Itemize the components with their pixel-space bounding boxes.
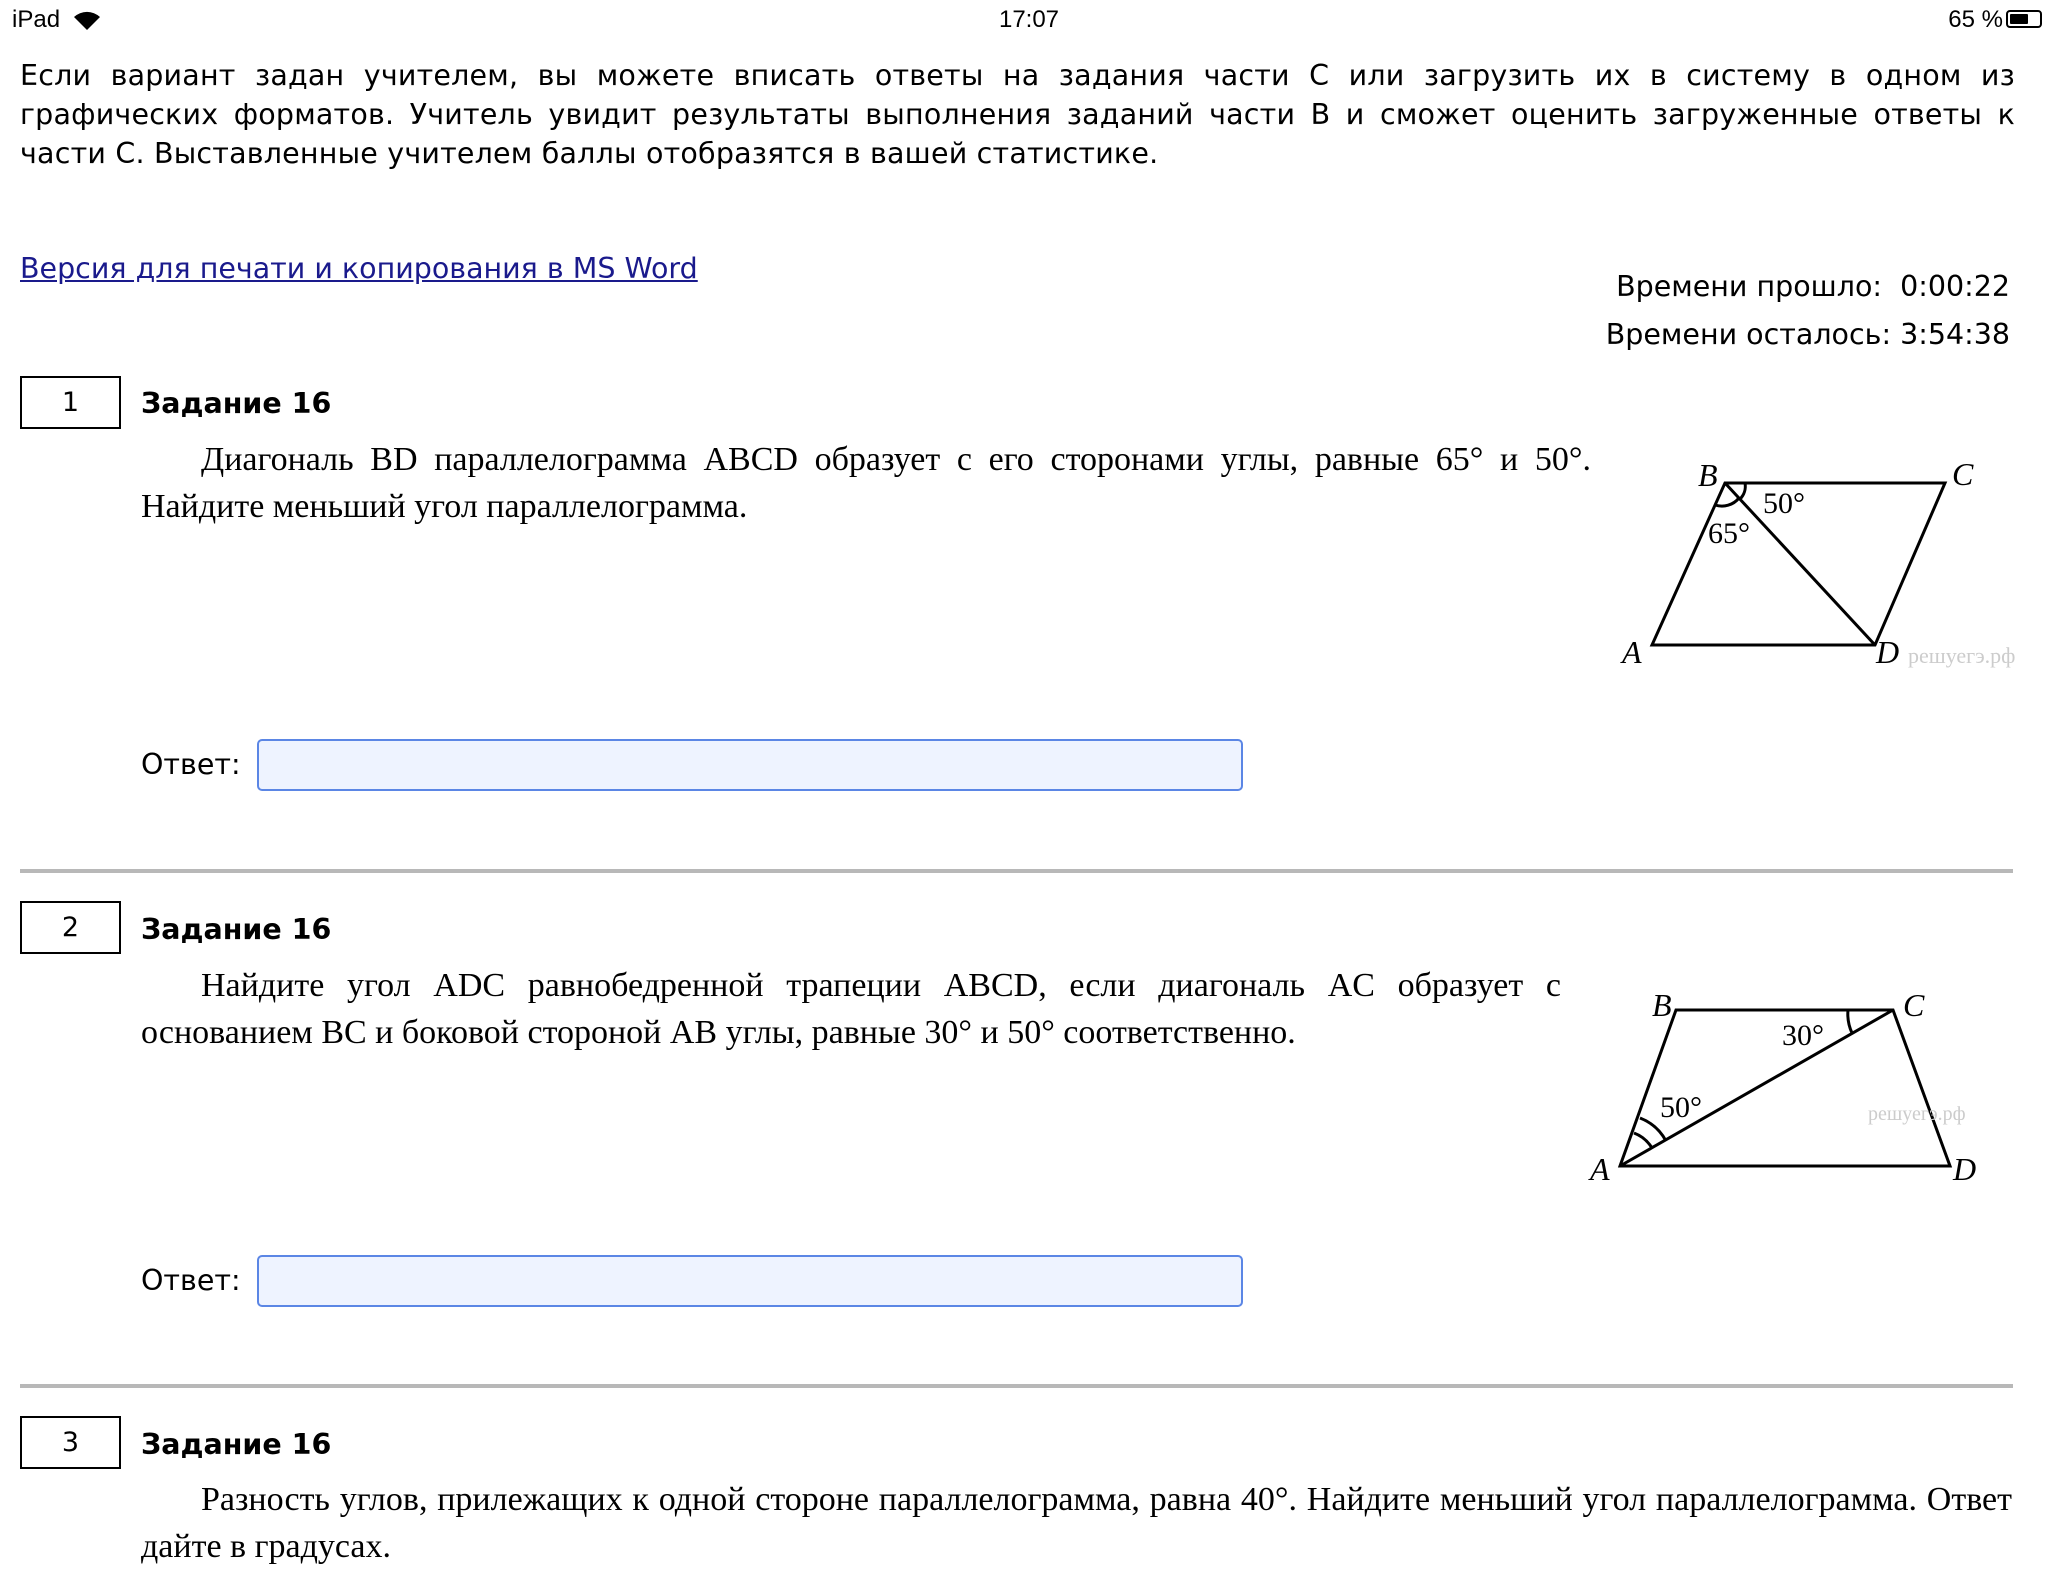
angle-label: 30° — [1782, 1019, 1824, 1052]
vertex-label: A — [1590, 1151, 1610, 1187]
task-text: Диагональ BD параллелограмма ABCD образует с его сторонами углы, равные 65° и 50°. Найдите меньший угол параллелограмма. — [141, 441, 1591, 525]
elapsed-value: 0:00:22 — [1900, 270, 2010, 303]
vertex-label: C — [1903, 987, 1925, 1023]
task-number: 1 — [20, 376, 121, 429]
battery-percent: 65 % — [1948, 6, 2003, 33]
wifi-icon — [72, 10, 102, 32]
task-title: Задание 16 — [141, 913, 332, 946]
angle-label: 65° — [1708, 517, 1750, 550]
watermark: решуегэ.рф — [1868, 1103, 1966, 1125]
task-text: Найдите угол ADC равнобедренной трапеции ABCD, если диагональ AC образует с основанием BC и боковой стороной AB углы, равные 30° и 50° соответственно. — [141, 967, 1561, 1051]
vertex-label: C — [1952, 456, 1974, 492]
clock: 17:07 — [998, 6, 1060, 33]
task-title: Задание 16 — [141, 387, 332, 420]
intro-text: Если вариант задан учителем, вы можете вписать ответы на задания части С или загрузить их в систему в одном из графических форматов. Учитель увидит результаты выполнения заданий части В и сможет оценить загруженные ответы к части С. Выставленные учителем баллы отобразятся в вашей статистике. — [20, 59, 2015, 170]
task-text: Разность углов, прилежащих к одной стороне параллелограмма, равна 40°. Найдите меньший угол параллелограмма. Ответ дайте в градусах. — [141, 1481, 2012, 1565]
parallelogram-figure — [1600, 455, 2040, 680]
vertex-label: D — [1876, 634, 1900, 670]
battery-icon — [2006, 10, 2042, 28]
answer-label: Ответ: — [141, 748, 241, 781]
answer-input-2[interactable] — [257, 1255, 1243, 1307]
task-title: Задание 16 — [141, 1428, 332, 1461]
vertex-label: A — [1622, 634, 1642, 670]
vertex-label: B — [1652, 987, 1672, 1023]
answer-label: Ответ: — [141, 1264, 241, 1297]
remaining-label: Времени осталось: — [1605, 318, 1892, 351]
print-version-link[interactable]: Версия для печати и копирования в MS Word — [20, 252, 698, 285]
timer-elapsed — [1616, 270, 2010, 303]
task-number: 2 — [20, 901, 121, 954]
divider — [20, 869, 2013, 873]
vertex-label: B — [1698, 457, 1718, 493]
angle-label: 50° — [1660, 1091, 1702, 1124]
angle-label: 50° — [1763, 487, 1805, 520]
elapsed-label: Времени прошло: — [1616, 270, 1882, 303]
task-number: 3 — [20, 1416, 121, 1469]
trapezoid-figure — [1590, 980, 2010, 1190]
answer-input-1[interactable] — [257, 739, 1243, 791]
divider — [20, 1384, 2013, 1388]
device-name: iPad — [12, 6, 61, 33]
vertex-label: D — [1953, 1151, 1977, 1187]
timer-remaining — [1606, 318, 2010, 351]
watermark: решуегэ.рф — [1908, 643, 2016, 668]
remaining-value: 3:54:38 — [1900, 318, 2010, 351]
